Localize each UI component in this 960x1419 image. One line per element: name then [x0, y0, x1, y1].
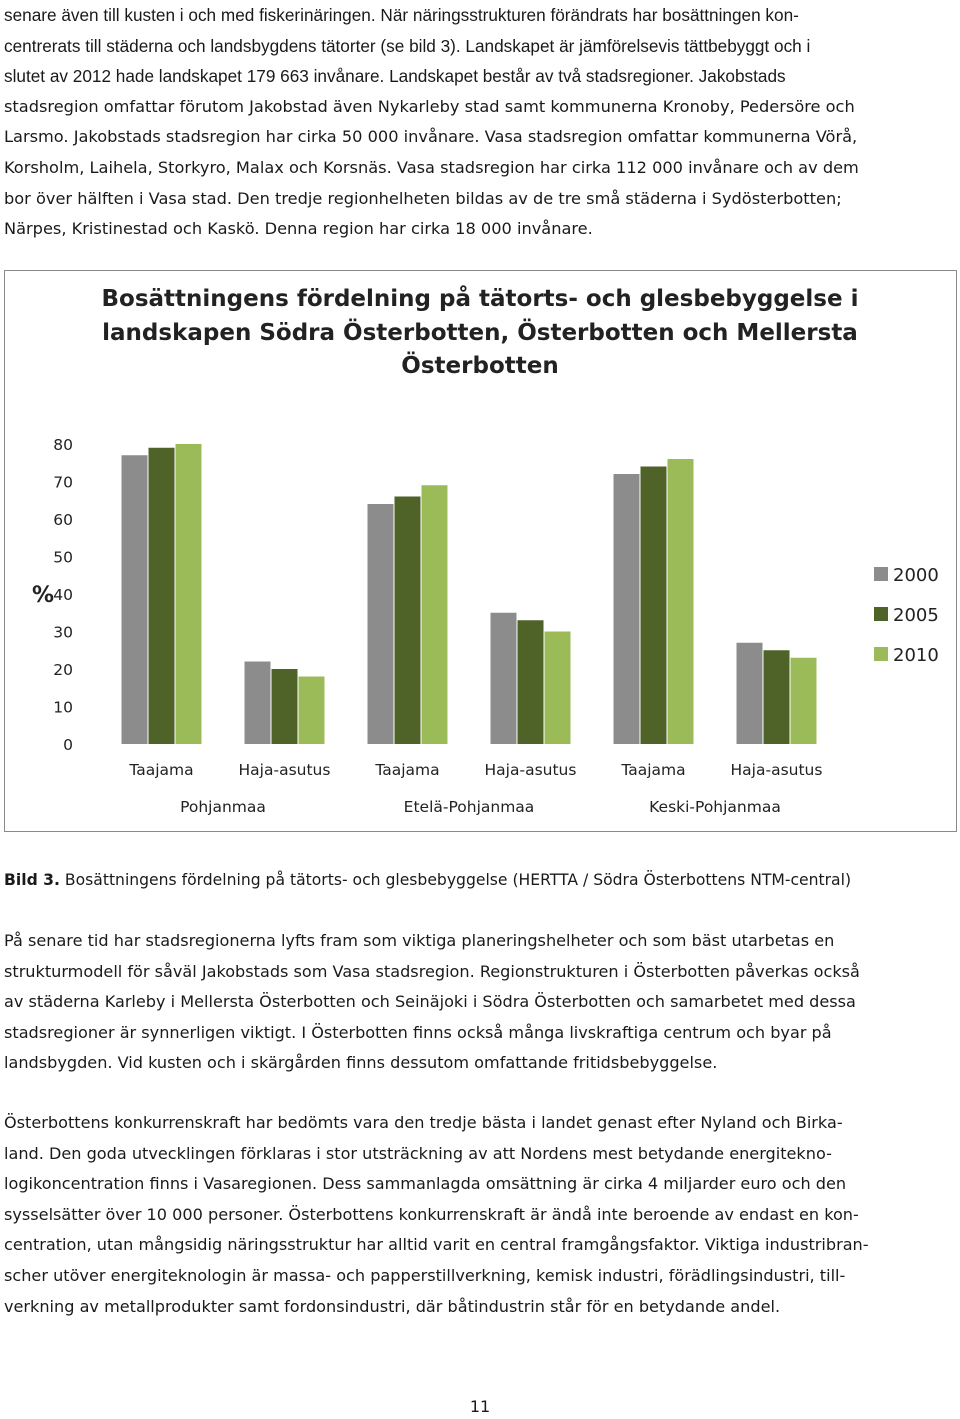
page-number: 11 — [469, 1397, 491, 1416]
text-line: slutet av 2012 hade landskapet 179 663 invånare. Landskapet består av två stadsregioner. Jakobstads — [4, 66, 786, 87]
text-line: landsbygden. Vid kusten och i skärgården finns dessutom omfattande fritidsbebyggelse. — [4, 1053, 718, 1073]
chart-title-line: landskapen Södra Österbotten, Österbotten och Mellersta — [102, 319, 858, 346]
legend-swatch-2000 — [874, 567, 888, 581]
text-line: På senare tid har stadsregionerna lyfts fram som viktiga planeringshelheter och som bäst utarbetas en — [4, 931, 835, 950]
y-tick-label: 40 — [53, 586, 73, 604]
text-line: Närpes, Kristinestad och Kaskö. Denna region har cirka 18 000 invånare. — [4, 219, 593, 239]
text-line: Österbottens konkurrenskraft har bedömts vara den tredje bästa i landet genast efter Nyland och Birka- — [4, 1113, 843, 1132]
text-line: centration, utan mångsidig näringsstruktur har alltid varit en central framgångsfaktor. Viktiga industribran- — [4, 1235, 869, 1255]
x-tick-label: Taajama — [129, 761, 194, 779]
bar-2010-3 — [545, 632, 571, 745]
figure-caption — [4, 866, 954, 894]
bar-2010-5 — [791, 658, 817, 744]
y-tick-label: 20 — [53, 661, 73, 679]
y-tick-label: 30 — [53, 623, 73, 642]
y-tick-label: 70 — [53, 473, 73, 492]
bar-2000-3 — [491, 613, 517, 744]
bar-2000-4 — [614, 474, 640, 744]
x-group-label: Pohjanmaa — [180, 798, 266, 816]
text-line: scher utöver energiteknologin är massa- och papperstillverkning, kemisk industri, förädlingsindustri, till- — [4, 1265, 846, 1285]
paragraph-2 — [4, 926, 954, 1079]
y-tick-label: 50 — [53, 548, 73, 567]
caption-text: Bosättningens fördelning på tätorts- och glesbebyggelse (HERTTA / Södra Österbottens NTM-central) — [59, 871, 852, 889]
y-tick-label: 60 — [53, 511, 73, 529]
legend-label: 2010 — [893, 645, 939, 666]
bar-2005-5 — [764, 650, 790, 744]
y-tick-label: 10 — [53, 698, 73, 717]
text-line: centrerats till städerna och landsbygdens tätorter (se bild 3). Landskapet är jämförelsevis tättbebyggt och i — [4, 35, 811, 56]
bar-2000-5 — [737, 643, 763, 744]
x-tick-label: Haja-asutus — [238, 761, 331, 779]
bar-2000-0 — [122, 455, 148, 744]
legend-label: 2000 — [893, 565, 939, 586]
text-line: strukturmodell för såväl Jakobstads som Vasa stadsregion. Regionstrukturen i Österbotten påverkas också — [4, 961, 860, 981]
y-axis-label: % — [31, 583, 55, 608]
text-line: sysselsätter över 10 000 personer. Österbottens konkurrenskraft är ändå inte beroende av endast en kon- — [4, 1204, 859, 1224]
text-line: stadsregioner är synnerligen viktigt. I Österbotten finns också många livskraftiga centrum och byar på — [4, 1022, 832, 1042]
y-tick-label: 80 — [53, 436, 73, 454]
chart-title-line: Österbotten — [401, 353, 559, 379]
text-line: senare även till kusten i och med fiskerinäringen. När näringsstrukturen förändrats har bosättningen kon- — [4, 5, 799, 25]
chart-title-line: Bosättningens fördelning på tätorts- och glesbebyggelse i — [101, 286, 859, 312]
bar-2005-2 — [395, 497, 421, 745]
text-line: Larsmo. Jakobstads stadsregion har cirka 50 000 invånare. Vasa stadsregion omfattar kommunerna Vörå, — [4, 127, 858, 147]
text-line: stadsregion omfattar förutom Jakobstad även Nykarleby stad samt kommunerna Kronoby, Pedersöre och — [4, 96, 855, 116]
legend-label: 2005 — [893, 605, 939, 626]
text-line: logikoncentration finns i Vasaregionen. Dess sammanlagda omsättning är cirka 4 miljarder euro och den — [4, 1174, 847, 1194]
text-line: Korsholm, Laihela, Storkyro, Malax och Korsnäs. Vasa stadsregion har cirka 112 000 invånare och av dem — [4, 157, 859, 177]
text-line: verkning av metallprodukter samt fordonsindustri, där båtindustrin står för en betydande andel. — [4, 1296, 781, 1316]
x-tick-label: Haja-asutus — [484, 761, 577, 779]
text-line: land. Den goda utvecklingen förklaras i stor utsträckning av att Nordens mest betydande energitekno- — [4, 1143, 832, 1163]
caption-label: Bild 3. — [4, 871, 60, 889]
bar-2010-1 — [299, 677, 325, 745]
bar-2000-1 — [245, 662, 271, 745]
bar-2005-4 — [641, 467, 667, 745]
text-line: av städerna Karleby i Mellersta Österbotten och Seinäjoki i Södra Österbotten och samarbetet med dessa — [4, 992, 856, 1012]
x-group-label: Keski-Pohjanmaa — [649, 798, 781, 816]
bar-2005-3 — [518, 620, 544, 744]
x-tick-label: Taajama — [375, 761, 440, 779]
bar-2010-0 — [176, 444, 202, 744]
x-group-label: Etelä-Pohjanmaa — [403, 798, 535, 816]
x-tick-label: Haja-asutus — [730, 761, 823, 779]
legend-swatch-2010 — [874, 647, 888, 661]
text-line: bor över hälften i Vasa stad. Den tredje regionhelheten bildas av de tre små städerna i Sydösterbotten; — [4, 188, 842, 208]
bar-2010-4 — [668, 459, 694, 744]
bar-2005-1 — [272, 669, 298, 744]
bar-2000-2 — [368, 504, 394, 744]
bar-2010-2 — [422, 485, 448, 744]
paragraph-3 — [4, 1108, 954, 1322]
legend-swatch-2005 — [874, 607, 888, 621]
x-tick-label: Taajama — [621, 761, 686, 779]
y-tick-label: 0 — [63, 736, 73, 754]
bar-2005-0 — [149, 448, 175, 744]
